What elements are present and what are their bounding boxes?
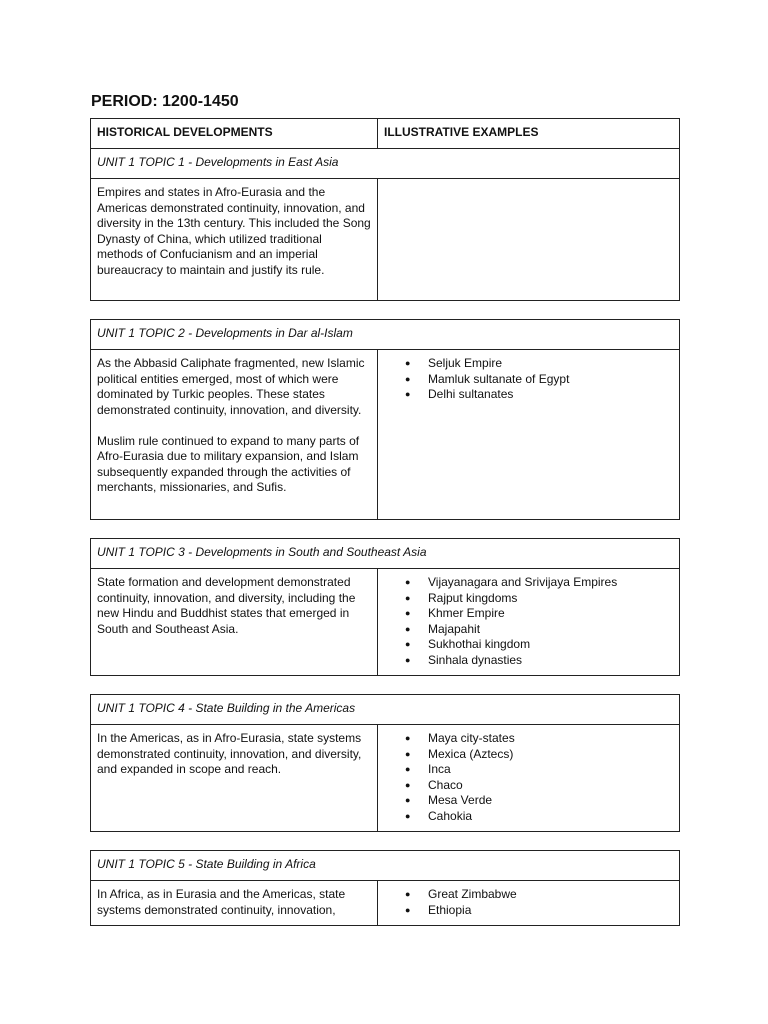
historical-development-cell xyxy=(91,725,378,832)
illustrative-examples-cell xyxy=(378,569,680,676)
topic-content-row xyxy=(91,350,680,520)
column-header-examples: ILLUSTRATIVE EXAMPLES xyxy=(378,119,680,149)
development-paragraph: In Africa, as in Eurasia and the Americas, state systems demonstrated continuity, innovation, xyxy=(97,887,346,917)
page-title: PERIOD: 1200-1450 xyxy=(91,93,239,110)
historical-development-cell xyxy=(91,881,378,926)
example-item: ● Khmer Empire xyxy=(384,606,673,622)
topic-content-row xyxy=(91,725,680,832)
historical-development-cell xyxy=(91,350,378,520)
example-item: ● Majapahit xyxy=(384,622,673,638)
example-item: ● Mamluk sultanate of Egypt xyxy=(384,372,673,388)
topic-table-5 xyxy=(90,850,680,926)
examples-list xyxy=(384,731,673,824)
example-item: ● Vijayanagara and Srivijaya Empires xyxy=(384,575,673,591)
illustrative-examples-cell xyxy=(378,350,680,520)
example-item: ● Great Zimbabwe xyxy=(384,887,673,903)
example-item: ● Delhi sultanates xyxy=(384,387,673,403)
illustrative-examples-cell xyxy=(378,179,680,301)
topic-title: UNIT 1 TOPIC 5 - State Building in Africa xyxy=(91,851,680,881)
development-paragraph: Empires and states in Afro-Eurasia and the Americas demonstrated continuity, innovation, and diversity in the 13th century. This included the Song Dynasty of China, which utilized traditional methods of Confucianism and an imperial bureaucracy to maintain and justify its rule. xyxy=(97,185,371,277)
examples-list xyxy=(384,575,673,668)
topic-title-row xyxy=(91,695,680,725)
development-paragraph: As the Abbasid Caliphate fragmented, new Islamic political entities emerged, most of which were dominated by Turkic peoples. These states demonstrated continuity, innovation, and diversity. xyxy=(97,356,365,417)
topic-title-row xyxy=(91,149,680,179)
topic-content-row xyxy=(91,881,680,926)
historical-development-cell xyxy=(91,569,378,676)
example-item: ● Seljuk Empire xyxy=(384,356,673,372)
example-item: ● Ethiopia xyxy=(384,903,673,919)
example-item: ● Maya city-states xyxy=(384,731,673,747)
example-item: ● Mexica (Aztecs) xyxy=(384,747,673,763)
example-item: ● Chaco xyxy=(384,778,673,794)
historical-development-cell xyxy=(91,179,378,301)
topic-title-row xyxy=(91,851,680,881)
topic-table-1 xyxy=(90,118,680,301)
illustrative-examples-cell xyxy=(378,725,680,832)
table-header-row xyxy=(91,119,680,149)
topic-table-3 xyxy=(90,538,680,676)
topic-title: UNIT 1 TOPIC 2 - Developments in Dar al-Islam xyxy=(91,320,680,350)
development-paragraph: In the Americas, as in Afro-Eurasia, state systems demonstrated continuity, innovation, and diversity, and expanded in scope and reach. xyxy=(97,731,362,776)
topic-title: UNIT 1 TOPIC 4 - State Building in the Americas xyxy=(91,695,680,725)
development-paragraph: State formation and development demonstrated continuity, innovation, and diversity, including the new Hindu and Buddhist states that emerged in South and Southeast Asia. xyxy=(97,575,356,636)
topic-title-row xyxy=(91,320,680,350)
example-item: ● Mesa Verde xyxy=(384,793,673,809)
column-header-historical: HISTORICAL DEVELOPMENTS xyxy=(91,119,378,149)
topic-title: UNIT 1 TOPIC 3 - Developments in South and Southeast Asia xyxy=(91,539,680,569)
examples-list xyxy=(384,887,673,918)
development-paragraph: Muslim rule continued to expand to many parts of Afro-Eurasia due to military expansion, and Islam subsequently expanded through the activities of merchants, missionaries, and Sufis. xyxy=(97,433,360,494)
topic-table-4 xyxy=(90,694,680,832)
topic-title: UNIT 1 TOPIC 1 - Developments in East Asia xyxy=(91,149,680,179)
example-item: ● Cahokia xyxy=(384,809,673,825)
examples-list xyxy=(384,356,673,403)
topic-content-row xyxy=(91,569,680,676)
illustrative-examples-cell xyxy=(378,881,680,926)
topic-content-row xyxy=(91,179,680,301)
example-item: ● Rajput kingdoms xyxy=(384,591,673,607)
topic-table-2 xyxy=(90,319,680,520)
example-item: ● Sukhothai kingdom xyxy=(384,637,673,653)
topic-title-row xyxy=(91,539,680,569)
example-item: ● Inca xyxy=(384,762,673,778)
example-item: ● Sinhala dynasties xyxy=(384,653,673,669)
